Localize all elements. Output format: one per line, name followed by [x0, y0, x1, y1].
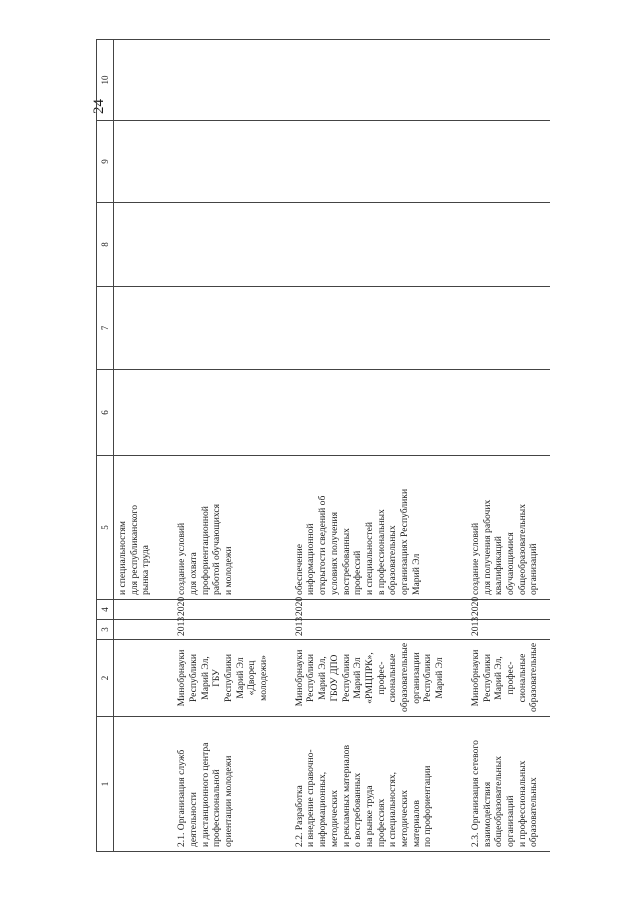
cell-event: 2.2. Разработка и внедрение справочно- информационных, методических и рекламных материалов о востребованных на рынке труда профессиях и специальностях, методических материалов по профориентации	[280, 717, 456, 852]
cell-col8	[162, 203, 280, 287]
page-number: 24	[91, 99, 107, 114]
column-header-10: 10	[97, 40, 114, 121]
cell-start-year	[114, 620, 163, 640]
column-header-5: 5	[97, 456, 114, 600]
cell-col8	[456, 203, 550, 287]
table-row	[162, 40, 280, 852]
cell-end-year: 2020	[456, 600, 550, 620]
cell-col6	[456, 370, 550, 456]
column-header-9: 9	[97, 121, 114, 203]
cell-start-year: 2013	[280, 620, 456, 640]
cell-col10	[162, 40, 280, 121]
table-header-row	[97, 40, 114, 852]
cell-col6	[114, 370, 163, 456]
cell-col10	[456, 40, 550, 121]
column-header-8: 8	[97, 203, 114, 287]
column-header-7: 7	[97, 287, 114, 370]
cell-col6	[280, 370, 456, 456]
cell-end-year: 2020	[280, 600, 456, 620]
rotated-table-container	[96, 40, 571, 852]
cell-result: создание условий для получения рабочих квалификаций обучающимися общеобразовательных организаций	[456, 456, 550, 600]
column-header-6: 6	[97, 370, 114, 456]
cell-executor	[114, 640, 163, 717]
table-row	[456, 40, 550, 852]
cell-event	[114, 717, 163, 852]
column-header-3: 3	[97, 620, 114, 640]
cell-col9	[456, 121, 550, 203]
cell-result: создание условий для охвата профориентационной работой обучающихся и молодежи	[162, 456, 280, 600]
cell-end-year	[114, 600, 163, 620]
cell-col9	[162, 121, 280, 203]
column-header-2: 2	[97, 640, 114, 717]
program-table	[96, 39, 550, 852]
cell-col8	[114, 203, 163, 287]
cell-executor: Минобрнауки Республики Марий Эл, ГБУ Республики Марий Эл «Дворец молодежи»	[162, 640, 280, 717]
cell-col7	[456, 287, 550, 370]
column-header-1: 1	[97, 717, 114, 852]
cell-event: 2.1. Организация служб деятельности и дистанционного центра профессиональной ориентации молодежи	[162, 717, 280, 852]
cell-result: обеспечение информационной открытости сведений об условиях получения востребованных профессий и специальностей в профессиональных образовательных организациях Республики Марий Эл	[280, 456, 456, 600]
table-row	[280, 40, 456, 852]
cell-col7	[114, 287, 163, 370]
cell-event: 2.3. Организация сетевого взаимодействия общеобразовательных организаций и профессиональных образовательных	[456, 717, 550, 852]
cell-start-year: 2013	[456, 620, 550, 640]
cell-col9	[114, 121, 163, 203]
cell-executor: Минобрнауки Республики Марий Эл, ГБОУ ДПО Республики Марий Эл «РМЦПРК», профес- сиональные образовательные организации Республики Марий Эл	[280, 640, 456, 717]
cell-col7	[162, 287, 280, 370]
cell-col6	[162, 370, 280, 456]
cell-col7	[280, 287, 456, 370]
cell-start-year: 2013	[162, 620, 280, 640]
cell-executor: Минобрнауки Республики Марий Эл, профес- сиональные образовательные	[456, 640, 550, 717]
cell-col10	[114, 40, 163, 121]
cell-end-year: 2020	[162, 600, 280, 620]
column-header-4: 4	[97, 600, 114, 620]
cell-result: и специальностям для республиканского рынка труда	[114, 456, 163, 600]
cell-col8	[280, 203, 456, 287]
cell-col9	[280, 121, 456, 203]
cell-col10	[280, 40, 456, 121]
table-row	[114, 40, 163, 852]
